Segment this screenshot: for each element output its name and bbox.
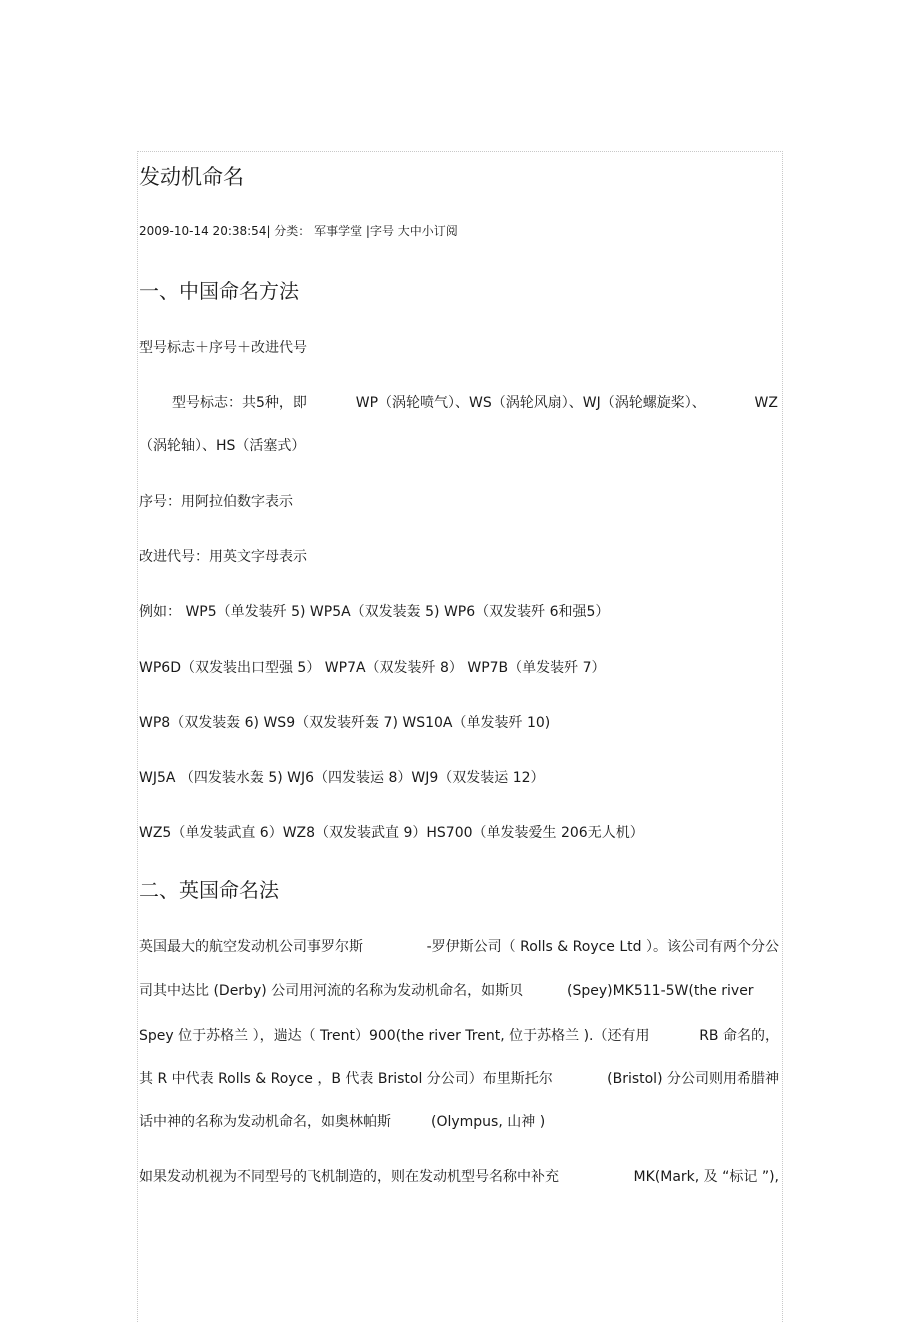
example-line: WZ5（单发装武直 6）WZ8（双发装武直 9）HS700（单发装爱生 206无人机）	[139, 825, 644, 841]
improvement-rule: 改进代号：用英文字母表示	[139, 549, 307, 565]
section-heading-uk: 二、英国命名法	[139, 878, 279, 902]
uk-paragraph-line	[139, 981, 779, 1001]
uk-paragraph-line	[139, 1112, 779, 1132]
uk-paragraph-line	[139, 937, 779, 957]
text-segment: 英国最大的航空发动机公司事罗尔斯	[139, 939, 363, 955]
uk-paragraph-line	[139, 1026, 779, 1046]
text-segment: (Spey)MK511-5W(the river	[567, 983, 754, 999]
text-segment: (Olympus, 山神 )	[431, 1114, 546, 1130]
example-line: 例如： WP5（单发装歼 5) WP5A（双发装轰 5) WP6（双发装歼 6和强5）	[139, 604, 610, 620]
text-segment: Spey 位于苏格兰 ），遄达（ Trent）900(the river Trent, 位于苏格兰 ).（还有用	[139, 1028, 650, 1044]
text-segment: 其 R 中代表 Rolls & Royce ，B 代表 Bristol 分公司）布里斯托尔	[139, 1071, 553, 1087]
article-title: 发动机命名	[139, 165, 244, 189]
example-line: WJ5A （四发装水轰 5) WJ6（四发装运 8）WJ9（双发装运 12）	[139, 770, 545, 786]
section-heading-china: 一、中国命名方法	[139, 279, 299, 303]
type-mark-line-1	[172, 393, 778, 413]
text-segment: -罗伊斯公司（ Rolls & Royce Ltd ）。该公司有两个分公	[426, 939, 779, 955]
type-mark-line-2: （涡轮轴）、HS（活塞式）	[139, 438, 306, 454]
serial-rule: 序号：用阿拉伯数字表示	[139, 494, 293, 510]
naming-formula: 型号标志＋序号＋改进代号	[139, 340, 307, 356]
article-frame	[137, 151, 783, 1322]
type-mark-label: 型号标志：共5种，即	[172, 395, 307, 411]
text-segment: RB 命名的，	[699, 1028, 779, 1044]
text-segment: 司其中达比 (Derby) 公司用河流的名称为发动机命名，如斯贝	[139, 983, 524, 999]
uk-paragraph-2-line	[139, 1167, 779, 1187]
type-mark-wz: WZ	[754, 395, 778, 411]
example-line: WP8（双发装轰 6) WS9（双发装歼轰 7) WS10A（单发装歼 10)	[139, 715, 551, 731]
text-segment: (Bristol) 分公司则用希腊神	[607, 1071, 779, 1087]
example-line: WP6D（双发装出口型强 5） WP7A（双发装歼 8） WP7B（单发装歼 7）	[139, 660, 606, 676]
type-mark-types: WP（涡轮喷气）、WS（涡轮风扇）、WJ（涡轮螺旋桨）、	[355, 395, 706, 411]
text-segment: MK(Mark, 及 “标记 ”),	[633, 1169, 779, 1185]
text-segment: 如果发动机视为不同型号的飞机制造的，则在发动机型号名称中补充	[139, 1169, 559, 1185]
text-segment: 话中神的名称为发动机命名，如奥林帕斯	[139, 1114, 391, 1130]
article-meta: 2009-10-14 20:38:54| 分类： 军事学堂 |字号 大中小订阅	[139, 224, 458, 238]
uk-paragraph-line	[139, 1069, 779, 1089]
